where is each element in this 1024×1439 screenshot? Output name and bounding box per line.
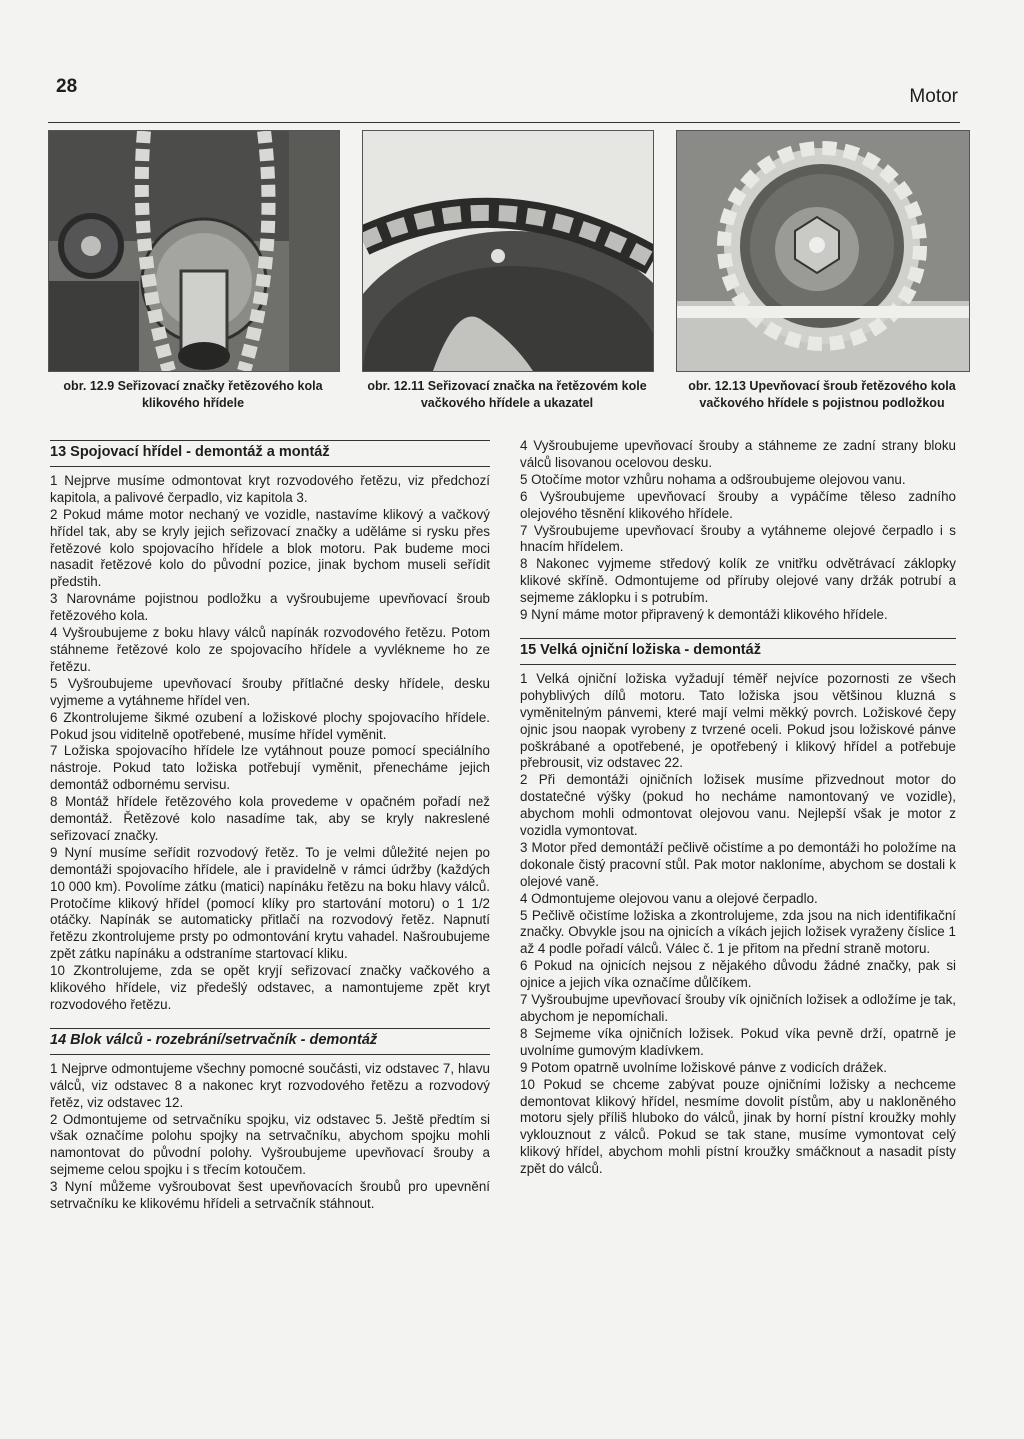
left-column (50, 440, 490, 1213)
page-number: 28 (56, 76, 78, 97)
photo-camshaft-sprocket (362, 130, 654, 372)
photo-crankshaft-sprocket (48, 130, 340, 372)
paragraph: 3 Narovnáme pojistnou podložku a vyšroubujeme upevňovací šroub řetězového kola. (50, 591, 490, 624)
paragraph: 2 Pokud máme motor nechaný ve vozidle, nastavíme klikový a vačkový hřídel tak, aby se kryly jejich seřizovací značky a uděláme si rysku přes řetězové kolo spojovacího hřídele a blok motoru. Pak budeme moci nasadit řetězové kolo do původní pozice, jinak bychom museli seřídit předstih. (50, 506, 490, 590)
paragraph: 9 Potom opatrně uvolníme ložiskové pánve z vodicích drážek. (520, 1059, 887, 1075)
paragraph: 6 Zkontrolujeme šikmé ozubení a ložiskové plochy spojovacího hřídele. Pokud jsou viditelně opotřebené, musíme hřídel vyměnit. (50, 709, 490, 742)
paragraph: 8 Nakonec vyjmeme středový kolík ze vnitřku odvětrávací záklopky klikové skříně. Odmontujeme od příruby olejové vany držák potrubí a sejmeme záklopku i s potrubím. (520, 556, 956, 606)
header-rule (48, 122, 960, 123)
paragraph: 7 Ložiska spojovacího hřídele lze vytáhnout pouze pomocí speciálního nástroje. Pokud tato ložiska potřebují vyměnit, přenecháme jejich demontáž odbornému servisu. (50, 743, 490, 793)
figure-caption: obr. 12.13 Upevňovací šroub řetězového kola vačkového hřídele s pojistnou podložkou (688, 379, 956, 410)
paragraph: 1 Nejprve musíme odmontovat kryt rozvodového řetězu, viz předchozí kapitola, a palivové čerpadlo, viz kapitola 3. (50, 472, 490, 505)
paragraph: 8 Montáž hřídele řetězového kola provedeme v opačném pořadí než demontáž. Řetězové kolo nasadíme tak, aby se kryly nakreslené seřizovací značky. (50, 794, 490, 843)
paragraph: 7 Vyšroubujeme upevňovací šrouby a vytáhneme olejové čerpadlo i s hnacím hřídelem. (520, 522, 956, 555)
paragraph: 3 Nyní můžeme vyšroubovat šest upevňovacích šroubů pro upevnění setrvačníku ke klikovému hřídeli a setrvačník stáhnout. (50, 1179, 490, 1212)
paragraph: 4 Vyšroubujeme upevňovací šrouby a stáhneme ze zadní strany bloku válců lisovanou ocelovou desku. (520, 438, 956, 470)
paragraph: 3 Motor před demontáží pečlivě očistíme a po demontáži ho položíme na dokonale čistý pracovní stůl. Pak motor nakloníme, abychom se dostali k olejové vaně. (520, 839, 956, 889)
section-heading-14: 14 Blok válců - rozebrání/setrvačník - demontáž (50, 1028, 490, 1055)
paragraph: 8 Sejmeme víka ojničních ložisek. Pokud víka pevně drží, opatrně je uvolníme gumovým kladívkem. (520, 1025, 956, 1058)
paragraph: 4 Odmontujeme olejovou vanu a olejové čerpadlo. (520, 890, 818, 906)
paragraph: 7 Vyšroubujme upevňovací šrouby vík ojničních ložisek a odložíme je tak, abychom je nepomíchali. (520, 992, 956, 1024)
section-heading-13: 13 Spojovací hřídel - demontáž a montáž (50, 440, 490, 467)
paragraph: 2 Při demontáži ojničních ložisek musíme přizvednout motor do dostatečné výšky (pokud ho necháme namontovaný ve vozidle), abychom mohli odmontovat olejovou vanu. Nejlepší však je motor z vozidla vymontovat. (520, 772, 956, 839)
paragraph: 10 Pokud se chceme zabývat pouze ojničními ložisky a nechceme demontovat klikový hřídel, nesmíme dovolit pístům, aby u nakloněného motoru sjely příliš hluboko do válců, jinak by horní pístní kroužky mohly vyklouznout z válců. Pokud se tak stane, musíme vymontovat celý klikový hřídel, abychom mohli pístní kroužky smáčknout a nasadit písty zpět do válců. (520, 1076, 956, 1177)
paragraph: 5 Vyšroubujeme upevňovací šrouby přítlačné desky hřídele, desku vyjmeme a vytáhneme hřídel ven. (50, 675, 490, 708)
figure-caption: obr. 12.9 Seřizovací značky řetězového kola klikového hřídele (63, 379, 323, 410)
photo-sprocket-bolt (676, 130, 970, 372)
figure-caption: obr. 12.11 Seřizovací značka na řetězovém kole vačkového hřídele a ukazatel (367, 379, 647, 410)
paragraph: 5 Pečlivě očistíme ložiska a zkontrolujeme, zda jsou na nich identifikační značky. Obvykle jsou na ojnicích a víkách jejich ložisek vyraženy číslice 1 až 4 podle pořadí válců. Válec č. 1 je přitom na přední straně motoru. (520, 907, 956, 957)
paragraph: 6 Pokud na ojnicích nejsou z nějakého důvodu žádné značky, pak si ojnice a jejich víka označíme důlčíkem. (520, 958, 956, 991)
right-column (520, 438, 956, 1178)
paragraph: 5 Otočíme motor vzhůru nohama a odšroubujeme olejovou vanu. (520, 471, 906, 487)
section-heading-15: 15 Velká ojniční ložiska - demontáž (520, 638, 956, 665)
paragraph: 9 Nyní musíme seřídit rozvodový řetěz. To je velmi důležité nejen po demontáži spojovacího hřídele, ale i pravidelně v rámci údržby (každých 10 000 km). Povolíme zátku (matici) napínáku řetězu na boku hlavy válců. Protočíme klikový hřídel (pomocí klíky pro startování motoru) o 1 1/2 otáčky. Napínák se automaticky přitlačí na rozvodový řetěz. Napnutí řetězu zkontrolujeme prsty po odmontování krytu vahadel. Našroubujeme zpět zátku napínáku a odstraníme startovací kliku. (50, 844, 490, 962)
paragraph: 6 Vyšroubujeme upevňovací šrouby a vypáčíme těleso zadního olejového těsnění klikového hřídele. (520, 488, 956, 521)
paragraph: 2 Odmontujeme od setrvačníku spojku, viz odstavec 5. Ještě předtím si však označíme polohu spojky na setrvačníku, abychom spojku mohli namontovat do původní polohy. Vyšroubujeme upevňovací šrouby a sejmeme celou spojku i s třecím kotoučem. (50, 1111, 490, 1178)
paragraph: 9 Nyní máme motor připravený k demontáži klikového hřídele. (520, 607, 888, 623)
paragraph: 1 Nejprve odmontujeme všechny pomocné součásti, viz odstavec 7, hlavu válců, viz odstavec 8 a nakonec kryt rozvodového řetězu a rozvodový řetěz, viz odstavec 12. (50, 1060, 490, 1110)
section-name: Motor (909, 86, 958, 107)
paragraph: 10 Zkontrolujeme, zda se opět kryjí seřizovací značky vačkového a klikového hřídele, viz předešlý odstavec, a namontujeme zpět kryt rozvodového řetězu. (50, 963, 490, 1012)
paragraph: 4 Vyšroubujeme z boku hlavy válců napínák rozvodového řetězu. Potom stáhneme řetězové kolo ze spojovacího hřídele a vyvlékneme ho ze řetězu. (50, 625, 490, 674)
paragraph: 1 Velká ojniční ložiska vyžadují téměř nejvíce pozornosti ze všech pohyblivých dílů motoru. Tato ložiska jsou většinou kluzná s vyměnitelným pánvemi, které mají velmi měkký povrch. Ložiskové čepy ojnic jsou naopak vyrobeny z tvrzené oceli. Pokud jsou ložiskové pánve poškrábané a opotřebené, je opotřebený i klikový hřídel a potřebuje přebrousit, viz odstavec 22. (520, 670, 956, 771)
